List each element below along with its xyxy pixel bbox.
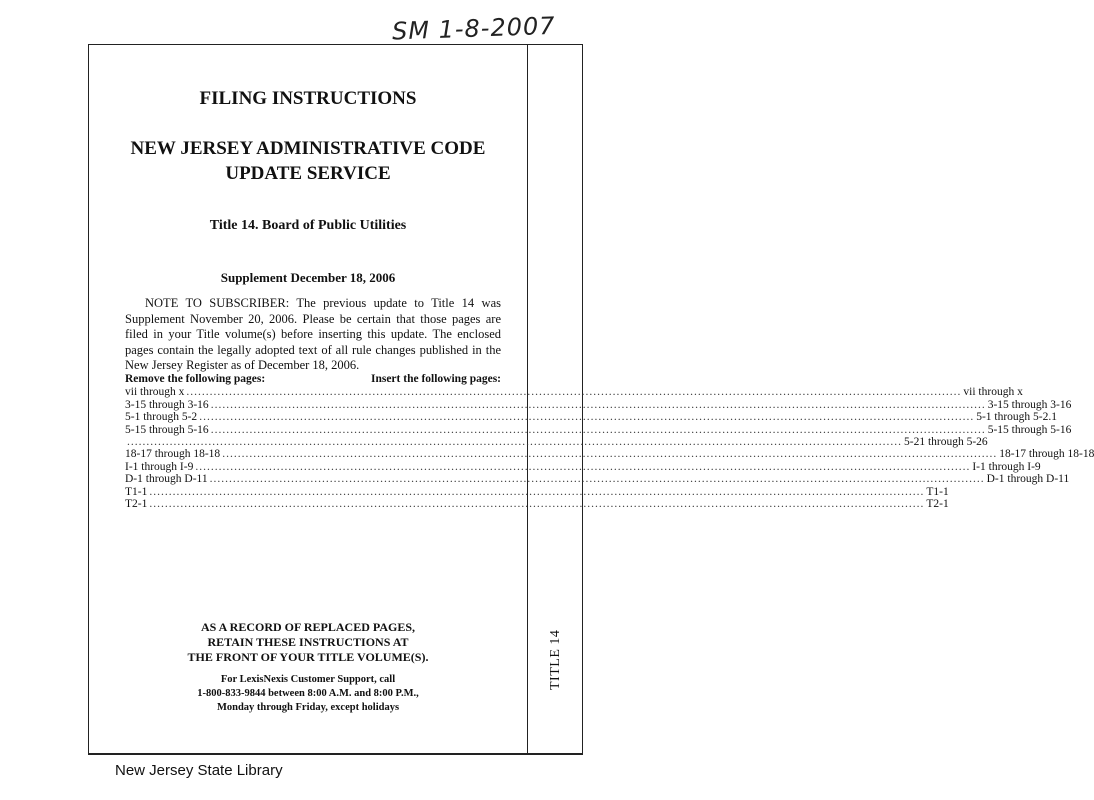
- supplement-date: Supplement December 18, 2006: [220, 270, 396, 285]
- library-stamp: New Jersey State Library: [115, 762, 283, 779]
- insert-pages: 5-15 through 5-16: [987, 423, 1072, 436]
- code-title: [88, 136, 528, 186]
- remove-pages: vii through x: [125, 386, 185, 399]
- support-line1: For LexisNexis Customer Support, call: [220, 674, 396, 685]
- insert-pages: 3-15 through 3-16: [987, 398, 1072, 411]
- subscriber-note: [125, 296, 501, 374]
- insert-pages: 5-21 through 5-26: [904, 436, 988, 449]
- pages-table-header: [125, 373, 501, 385]
- dot-leader: ........................................................................................................................................................................................................: [195, 460, 971, 473]
- pages-table-rows: [125, 386, 1094, 511]
- support-line2: 1-800-833-9844 between 8:00 A.M. and 8:00 P.M.,: [197, 688, 419, 699]
- record-notice: [88, 620, 528, 665]
- table-row: [125, 386, 1023, 399]
- remove-pages: 18-17 through 18-18: [125, 448, 221, 461]
- table-row: [125, 485, 949, 498]
- remove-pages: T1-1: [125, 485, 148, 498]
- insert-pages: I-1 through I-9: [972, 460, 1041, 473]
- insert-header: Insert the following pages:: [370, 373, 501, 385]
- insert-pages: T2-1: [926, 498, 949, 511]
- dot-leader: ........................................................................................................................................................................................................: [149, 485, 925, 498]
- page-bottom-border: [88, 754, 583, 755]
- insert-pages: 18-17 through 18-18: [999, 448, 1094, 461]
- remove-pages: T2-1: [125, 498, 148, 511]
- remove-pages: 5-15 through 5-16: [125, 423, 209, 436]
- dot-leader: ........................................................................................................................................................................................................: [149, 498, 925, 511]
- table-row: [125, 498, 949, 511]
- dot-leader: ........................................................................................................................................................................................................: [186, 386, 962, 399]
- subscriber-note-text: NOTE TO SUBSCRIBER: The previous update to Title 14 was Supplement November 20, 2006. Please be certain that those pages are filed in your Title volume(s) before inserting this update. The enclosed pages contain the legally adopted text of all rule changes published in the New Jersey Register as of December 18, 2006.: [125, 296, 501, 372]
- table-row: [125, 473, 1070, 486]
- insert-pages: vii through x: [963, 386, 1023, 399]
- handwritten-date-note: SM 1-8-2007: [391, 11, 556, 46]
- support-line3: Monday through Friday, except holidays: [216, 702, 400, 713]
- table-row: [125, 448, 1094, 461]
- title-name: Title 14. Board of Public Utilities: [209, 218, 407, 233]
- remove-header: Remove the following pages:: [125, 373, 266, 385]
- table-row: [125, 411, 1057, 424]
- filing-instructions-heading: FILING INSTRUCTIONS: [199, 88, 417, 109]
- dot-leader: ........................................................................................................................................................................................................: [209, 473, 985, 486]
- record-notice-line3: THE FRONT OF YOUR TITLE VOLUME(S).: [187, 650, 429, 664]
- remove-pages: D-1 through D-11: [125, 473, 208, 486]
- record-notice-line2: RETAIN THESE INSTRUCTIONS AT: [207, 635, 409, 649]
- dot-leader: ........................................................................................................................................................................................................: [210, 423, 986, 436]
- table-row: [125, 436, 988, 449]
- insert-pages: D-1 through D-11: [986, 473, 1070, 486]
- insert-pages: 5-1 through 5-2.1: [976, 411, 1057, 424]
- remove-pages: 3-15 through 3-16: [125, 398, 209, 411]
- code-title-line1: NEW JERSEY ADMINISTRATIVE CODE: [130, 138, 486, 159]
- title-tab-label: TITLE 14: [548, 629, 563, 691]
- pages-table: [125, 373, 1094, 511]
- table-row: [125, 398, 1072, 411]
- table-row: [125, 423, 1072, 436]
- dot-leader: ........................................................................................................................................................................................................: [127, 436, 902, 449]
- dot-leader: ........................................................................................................................................................................................................: [222, 448, 998, 461]
- dot-leader: ........................................................................................................................................................................................................: [210, 398, 986, 411]
- code-title-line2: UPDATE SERVICE: [225, 163, 391, 184]
- remove-pages: I-1 through I-9: [125, 460, 194, 473]
- record-notice-line1: AS A RECORD OF REPLACED PAGES,: [200, 620, 416, 634]
- dot-leader: ........................................................................................................................................................................................................: [199, 411, 975, 424]
- customer-support: [88, 673, 528, 715]
- table-row: [125, 460, 1041, 473]
- remove-pages: 5-1 through 5-2: [125, 411, 198, 424]
- insert-pages: T1-1: [926, 485, 949, 498]
